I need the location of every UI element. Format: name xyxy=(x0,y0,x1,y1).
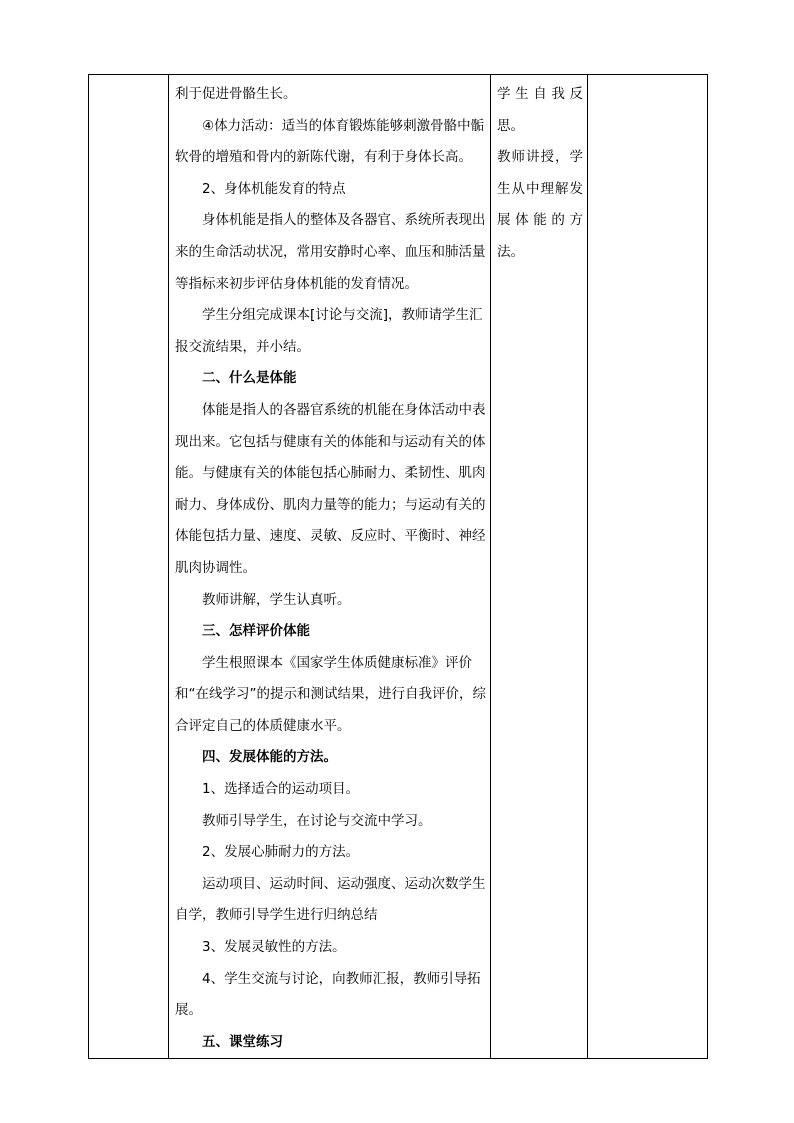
student-activity-cell xyxy=(491,75,588,1059)
paragraph: ④体力活动：适当的体育锻炼能够刺激骨骼中骺软骨的增殖和骨内的新陈代谢，有利于身体长高。 xyxy=(175,117,485,166)
paragraph: 3、发展灵敏性的方法。 xyxy=(202,939,346,956)
section-heading: 二、什么是体能 xyxy=(202,370,297,387)
first-column-cell xyxy=(89,75,169,1059)
paragraph: 4、学生交流与讨论，向教师汇报，教师引导拓展。 xyxy=(175,970,481,1019)
paragraph: 1、选择适合的运动项目。 xyxy=(202,781,360,798)
paragraph: 运动项目、运动时间、运动强度、运动次数学生自学，教师引导学生进行归纳总结 xyxy=(175,875,486,924)
section-heading: 四、发展体能的方法。 xyxy=(202,749,337,766)
paragraph: 身体机能是指人的整体及各器官、系统所表现出来的生命活动状况，常用安静时心率、血压和肺活量等指标来初步评估身体机能的发育情况。 xyxy=(175,212,486,292)
lesson-table xyxy=(88,74,708,1059)
paragraph: 2、身体机能发育的特点 xyxy=(202,180,346,197)
paragraph: 利于促进骨骼生长。 xyxy=(175,86,297,102)
teaching-content-cell xyxy=(169,75,491,1059)
paragraph: 教师引导学生，在讨论与交流中学习。 xyxy=(202,812,432,829)
paragraph: 教师讲解，学生认真听。 xyxy=(202,591,351,608)
paragraph: 学生分组完成课本[讨论与交流]，教师请学生汇报交流结果，并小结。 xyxy=(175,307,483,355)
teaching-content xyxy=(169,75,490,1058)
paragraph: 学生根照课本《国家学生体质健康标准》评价和“在线学习”的提示和测试结果，进行自我评价，综合评定自己的体质健康水平。 xyxy=(175,654,486,734)
last-column-cell xyxy=(588,75,708,1059)
section-heading: 五、课堂练习 xyxy=(202,1033,283,1050)
section-heading: 三、怎样评价体能 xyxy=(202,623,310,640)
paragraph: 体能是指人的各器官系统的机能在身体活动中表现出来。它包括与健康有关的体能和与运动有关的体能。与健康有关的体能包括心肺耐力、柔韧性、肌肉耐力、身体成份、肌肉力量等的能力；与运动有关的体能包括力量、速度、灵敏、反应时、平衡时、神经肌肉协调性。 xyxy=(175,401,486,576)
side-note-method: 教师讲授，学生从中理解发展体能的方法。 xyxy=(497,149,583,260)
table-row xyxy=(89,75,708,1059)
side-note-reflection: 学生自我反思。 xyxy=(497,86,583,134)
side-notes xyxy=(491,75,587,269)
paragraph: 2、发展心肺耐力的方法。 xyxy=(202,844,360,861)
